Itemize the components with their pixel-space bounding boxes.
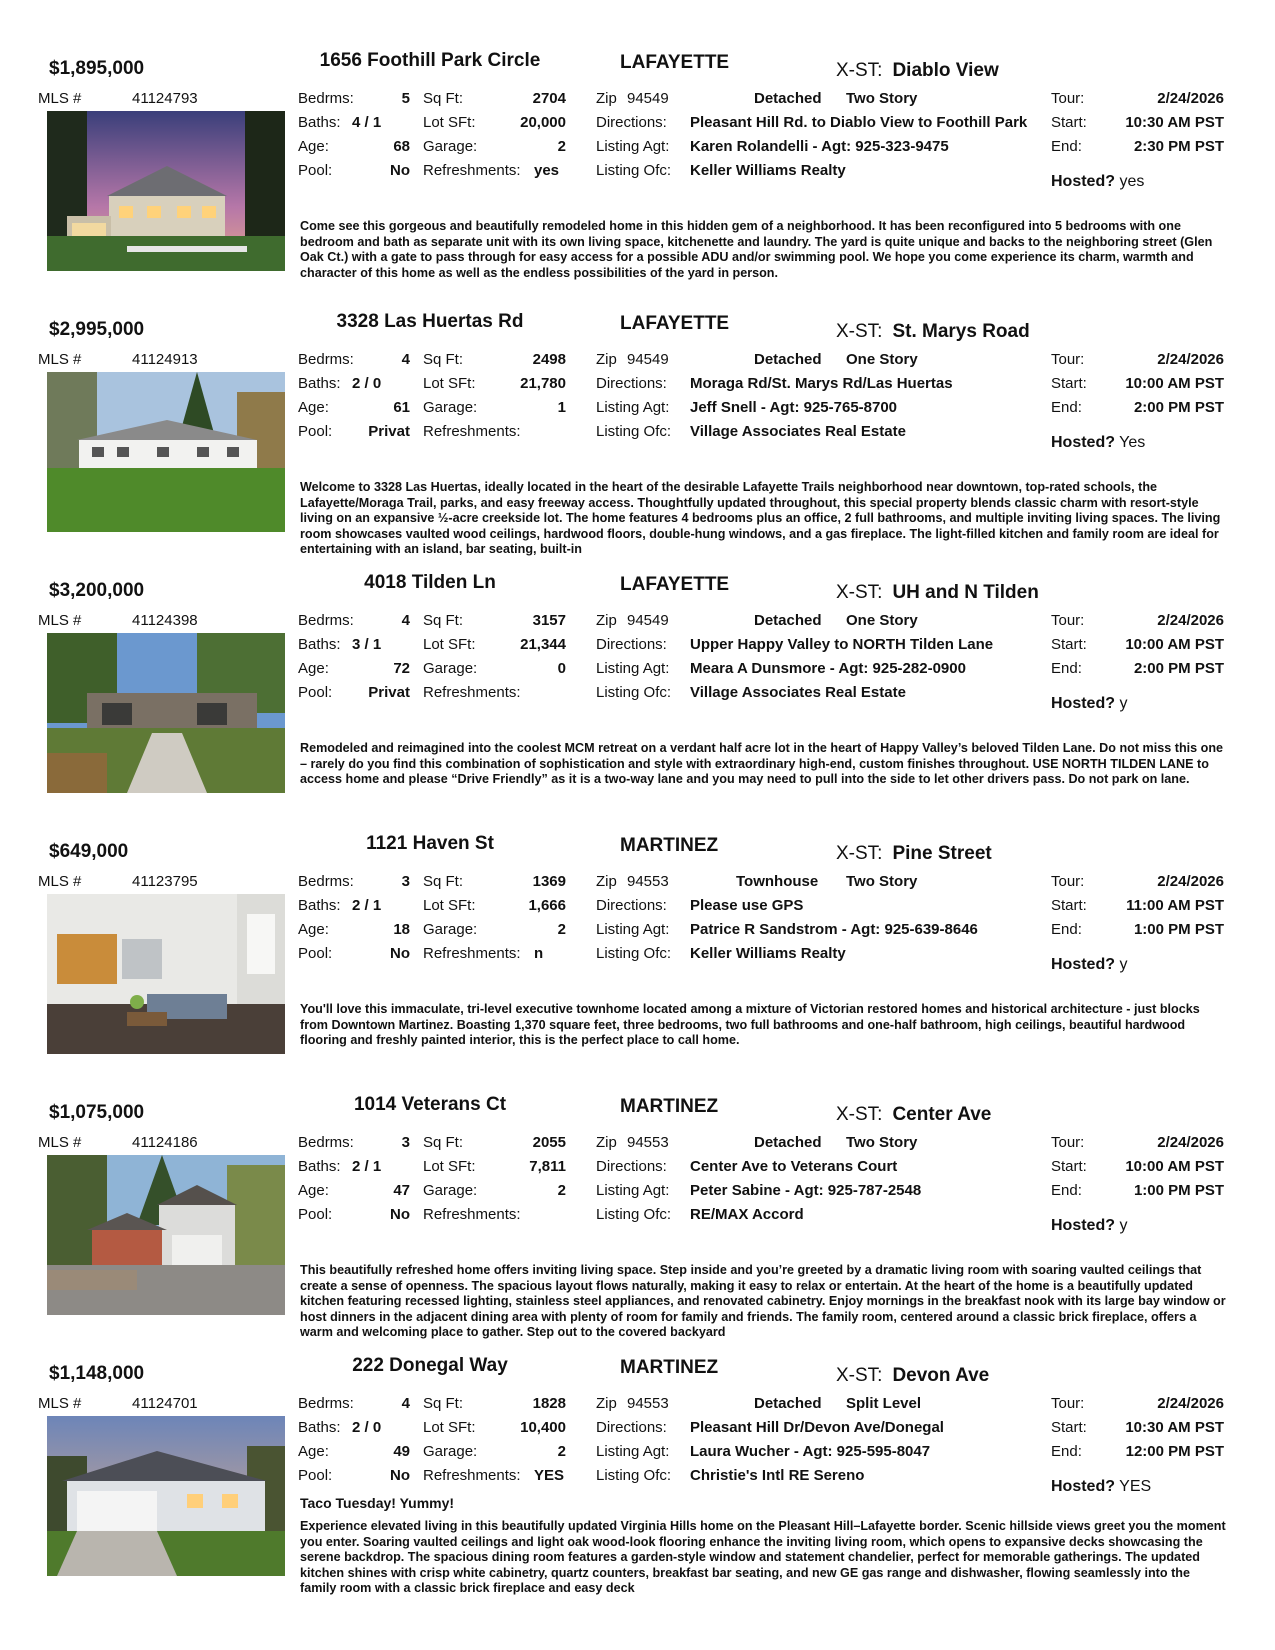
end-label: End: xyxy=(1051,138,1082,155)
sqft-label: Sq Ft: xyxy=(423,90,464,107)
lot-value: 7,811 xyxy=(529,1158,566,1175)
refreshments-value: yes xyxy=(534,162,560,179)
garage-label: Garage: xyxy=(423,1443,478,1460)
listing-photo xyxy=(47,1155,285,1315)
age-value: 61 xyxy=(393,399,410,416)
start-time: 10:00 AM PST xyxy=(1125,375,1224,392)
listing-price: $3,200,000 xyxy=(49,580,145,601)
agent-value: Jeff Snell - Agt: 925-765-8700 xyxy=(690,399,898,416)
garage-label: Garage: xyxy=(423,399,478,416)
directions-label: Directions: xyxy=(596,1158,667,1175)
zip-label: Zip xyxy=(596,612,617,629)
cross-street: X-ST: St. Marys Road xyxy=(836,321,1030,342)
listing-price: $649,000 xyxy=(49,841,129,862)
mls-number: 41124398 xyxy=(132,612,198,629)
listing-card xyxy=(0,1355,1275,1645)
lot-label: Lot SFt: xyxy=(423,375,476,392)
lot-value: 1,666 xyxy=(528,897,566,914)
garage-value: 0 xyxy=(557,660,566,677)
listing-card xyxy=(0,1094,1275,1352)
end-label: End: xyxy=(1051,921,1082,938)
age-value: 49 xyxy=(393,1443,410,1460)
listing-price: $1,895,000 xyxy=(49,58,145,79)
age-label: Age: xyxy=(298,1443,329,1460)
mls-number: 41124793 xyxy=(132,90,198,107)
bedrooms-value: 3 xyxy=(401,1134,410,1151)
listing-address: 1121 Haven St xyxy=(366,833,494,854)
agent-label: Listing Agt: xyxy=(596,921,670,938)
mls-number: 41124913 xyxy=(132,351,198,368)
zip-label: Zip xyxy=(596,873,617,890)
cross-street: X-ST: Pine Street xyxy=(836,843,992,864)
garage-value: 2 xyxy=(557,921,566,938)
listing-photo xyxy=(47,1416,285,1576)
listing-city: MARTINEZ xyxy=(620,1096,719,1117)
agent-label: Listing Agt: xyxy=(596,1182,670,1199)
agent-label: Listing Agt: xyxy=(596,660,670,677)
directions-value: Center Ave to Veterans Court xyxy=(690,1158,898,1175)
agent-value: Patrice R Sandstrom - Agt: 925-639-8646 xyxy=(690,921,978,938)
cross-street-value: Diablo View xyxy=(892,60,999,81)
pool-value: Privat xyxy=(368,423,410,440)
start-label: Start: xyxy=(1051,1419,1087,1436)
sqft-label: Sq Ft: xyxy=(423,612,464,629)
baths-value: 3 / 1 xyxy=(352,636,382,653)
start-time: 10:00 AM PST xyxy=(1125,1158,1224,1175)
zip-label: Zip xyxy=(596,1134,617,1151)
mls-label: MLS # xyxy=(38,1134,82,1151)
age-value: 68 xyxy=(393,138,410,155)
pool-label: Pool: xyxy=(298,1206,333,1223)
listing-description: You'll love this immaculate, tri-level executive townhome located among a mixture of Victorian restored homes and historical architecture - just blocks from Downtown Martinez. Boasting 1,370 square feet, three bedrooms, two full bathrooms and one-half bathroom, high ceilings, beautiful hardwood flooring and freshly painted interior, this is the perfect place to call home. xyxy=(300,1002,1200,1048)
bedrooms-value: 4 xyxy=(401,351,410,368)
mls-number: 41124701 xyxy=(132,1395,198,1412)
lot-value: 10,400 xyxy=(520,1419,566,1436)
end-time: 1:00 PM PST xyxy=(1133,1182,1224,1199)
directions-value: Pleasant Hill Rd. to Diablo View to Foothill Park xyxy=(690,114,1028,131)
listing-description: Remodeled and reimagined into the coolest MCM retreat on a verdant half acre lot in the heart of Happy Valley’s beloved Tilden Lane. Do not miss this one – rarely do you find this combination of sophistication and style with extraordinary high-end, custom finishes throughout. USE NORTH TILDEN LANE to access home and please “Drive Friendly” as it is a two-way lane and you may need to pull into the side to let other drivers pass. Do not park on lane. xyxy=(300,741,1224,787)
end-label: End: xyxy=(1051,660,1082,677)
mls-label: MLS # xyxy=(38,1395,82,1412)
agent-value: Laura Wucher - Agt: 925-595-8047 xyxy=(690,1443,931,1460)
bedrooms-label: Bedrms: xyxy=(298,351,354,368)
property-style: Split Level xyxy=(846,1395,922,1412)
agent-label: Listing Agt: xyxy=(596,1443,670,1460)
listing-price: $1,075,000 xyxy=(49,1102,145,1123)
listing-note: Taco Tuesday! Yummy! xyxy=(300,1495,455,1511)
cross-street: X-ST: Diablo View xyxy=(836,60,999,81)
cross-street-value: UH and N Tilden xyxy=(892,582,1039,603)
hosted-value: y xyxy=(1119,1217,1128,1234)
property-type: Townhouse xyxy=(736,873,819,890)
lot-value: 21,344 xyxy=(520,636,566,653)
sqft-value: 2498 xyxy=(532,351,566,368)
listing-description: Experience elevated living in this beautifully updated Virginia Hills home on the Pleasant Hill–Lafayette border. Scenic hillside views greet you the moment you enter. Soaring vaulted ceilings and light oak wood-look flooring enhance the inviting living room, which opens to expansive decks showcasing the serene backdrop. The spacious dining room features a garden-style window and statement chandelier, perfect for memorable gatherings. The updated kitchen shines with crisp white cabinetry, quartz counters, breakfast bar seating, and new GE gas range and dishwasher, flowing seamlessly into the family room with a classic brick fireplace and easy deck xyxy=(300,1519,1226,1596)
directions-value: Pleasant Hill Dr/Devon Ave/Donegal xyxy=(690,1419,944,1436)
cross-street-value: St. Marys Road xyxy=(892,321,1030,342)
garage-value: 2 xyxy=(557,1182,566,1199)
bedrooms-value: 4 xyxy=(401,1395,410,1412)
lot-label: Lot SFt: xyxy=(423,1419,476,1436)
pool-label: Pool: xyxy=(298,162,333,179)
lot-value: 21,780 xyxy=(520,375,566,392)
hosted-value: y xyxy=(1119,956,1128,973)
hosted-value: yes xyxy=(1119,173,1145,190)
office-value: Keller Williams Realty xyxy=(690,945,846,962)
sqft-label: Sq Ft: xyxy=(423,1395,464,1412)
baths-label: Baths: xyxy=(298,375,341,392)
hosted: Hosted? y xyxy=(1051,956,1128,973)
pool-value: No xyxy=(390,162,410,179)
refreshments-value: YES xyxy=(534,1467,565,1484)
baths-value: 2 / 1 xyxy=(352,1158,382,1175)
office-label: Listing Ofc: xyxy=(596,1467,672,1484)
hosted-value: YES xyxy=(1119,1478,1152,1495)
baths-label: Baths: xyxy=(298,636,341,653)
start-label: Start: xyxy=(1051,375,1087,392)
sqft-value: 3157 xyxy=(532,612,566,629)
tour-date: 2/24/2026 xyxy=(1157,351,1224,368)
start-label: Start: xyxy=(1051,897,1087,914)
pool-value: No xyxy=(390,1467,410,1484)
end-time: 2:00 PM PST xyxy=(1133,399,1224,416)
start-time: 10:30 AM PST xyxy=(1125,1419,1224,1436)
tour-label: Tour: xyxy=(1051,612,1085,629)
bedrooms-label: Bedrms: xyxy=(298,90,354,107)
baths-label: Baths: xyxy=(298,114,341,131)
age-label: Age: xyxy=(298,1182,329,1199)
cross-street-value: Center Ave xyxy=(892,1104,992,1125)
tour-label: Tour: xyxy=(1051,1134,1085,1151)
mls-label: MLS # xyxy=(38,351,82,368)
property-type: Detached xyxy=(754,351,822,368)
mls-number: 41123795 xyxy=(132,873,198,890)
age-label: Age: xyxy=(298,921,329,938)
listing-city: MARTINEZ xyxy=(620,1357,719,1378)
garage-value: 2 xyxy=(557,138,566,155)
age-label: Age: xyxy=(298,138,329,155)
directions-label: Directions: xyxy=(596,636,667,653)
listing-city: LAFAYETTE xyxy=(620,52,730,73)
listing-address: 3328 Las Huertas Rd xyxy=(336,311,524,332)
baths-label: Baths: xyxy=(298,1419,341,1436)
sqft-label: Sq Ft: xyxy=(423,873,464,890)
hosted: Hosted? yes xyxy=(1051,173,1145,190)
listing-city: LAFAYETTE xyxy=(620,574,730,595)
garage-label: Garage: xyxy=(423,1182,478,1199)
listing-card xyxy=(0,572,1275,830)
listing-photo xyxy=(47,372,285,532)
sqft-label: Sq Ft: xyxy=(423,351,464,368)
zip-value: 94553 xyxy=(627,1134,669,1151)
age-label: Age: xyxy=(298,399,329,416)
bedrooms-value: 5 xyxy=(401,90,410,107)
lot-label: Lot SFt: xyxy=(423,114,476,131)
lot-label: Lot SFt: xyxy=(423,1158,476,1175)
property-style: Two Story xyxy=(846,1134,918,1151)
sqft-value: 1828 xyxy=(532,1395,566,1412)
listing-card xyxy=(0,833,1275,1091)
property-type: Detached xyxy=(754,612,822,629)
baths-value: 2 / 0 xyxy=(352,375,382,392)
listing-city: MARTINEZ xyxy=(620,835,719,856)
bedrooms-value: 4 xyxy=(401,612,410,629)
mls-label: MLS # xyxy=(38,90,82,107)
tour-date: 2/24/2026 xyxy=(1157,90,1224,107)
refreshments-label: Refreshments: xyxy=(423,684,521,701)
tour-label: Tour: xyxy=(1051,1395,1085,1412)
zip-value: 94549 xyxy=(627,90,669,107)
zip-label: Zip xyxy=(596,1395,617,1412)
cross-street-value: Devon Ave xyxy=(892,1365,990,1386)
pool-label: Pool: xyxy=(298,423,333,440)
end-label: End: xyxy=(1051,1443,1082,1460)
agent-label: Listing Agt: xyxy=(596,399,670,416)
baths-value: 2 / 1 xyxy=(352,897,382,914)
pool-label: Pool: xyxy=(298,1467,333,1484)
directions-label: Directions: xyxy=(596,897,667,914)
bedrooms-label: Bedrms: xyxy=(298,1134,354,1151)
listing-description: This beautifully refreshed home offers inviting living space. Step inside and you’re greeted by a dramatic living room with soaring vaulted ceilings that create a sense of openness. The spacious layout flows naturally, making it easy to relax or entertain. At the heart of the home is a beautifully updated kitchen featuring recessed lighting, stainless steel appliances, and renovated cabinetry. Enjoy mornings in the breakfast nook with its large bay window or host dinners in the adjacent dining area with plenty of room for family and friends. The family room, centered around a classic brick fireplace, offers a warm and welcoming place to gather. Step out to the covered backyard xyxy=(300,1263,1226,1340)
zip-label: Zip xyxy=(596,351,617,368)
garage-label: Garage: xyxy=(423,921,478,938)
cross-street: X-ST: Center Ave xyxy=(836,1104,992,1125)
agent-value: Karen Rolandelli - Agt: 925-323-9475 xyxy=(690,138,949,155)
property-style: Two Story xyxy=(846,90,918,107)
sqft-label: Sq Ft: xyxy=(423,1134,464,1151)
listing-address: 1014 Veterans Ct xyxy=(353,1094,507,1115)
office-label: Listing Ofc: xyxy=(596,423,672,440)
refreshments-label: Refreshments: xyxy=(423,1467,521,1484)
listing-price: $1,148,000 xyxy=(49,1363,145,1384)
directions-label: Directions: xyxy=(596,1419,667,1436)
start-time: 10:00 AM PST xyxy=(1125,636,1224,653)
office-value: Christie's Intl RE Sereno xyxy=(690,1467,865,1484)
lot-label: Lot SFt: xyxy=(423,636,476,653)
end-time: 2:00 PM PST xyxy=(1133,660,1224,677)
tour-date: 2/24/2026 xyxy=(1157,1395,1224,1412)
directions-label: Directions: xyxy=(596,375,667,392)
refreshments-label: Refreshments: xyxy=(423,423,521,440)
start-time: 11:00 AM PST xyxy=(1126,897,1224,914)
refreshments-label: Refreshments: xyxy=(423,1206,521,1223)
listing-card xyxy=(0,311,1275,569)
mls-number: 41124186 xyxy=(132,1134,198,1151)
refreshments-value: n xyxy=(534,945,544,962)
property-style: Two Story xyxy=(846,873,918,890)
cross-street-value: Pine Street xyxy=(892,843,992,864)
tour-label: Tour: xyxy=(1051,873,1085,890)
hosted: Hosted? y xyxy=(1051,1217,1128,1234)
start-label: Start: xyxy=(1051,636,1087,653)
directions-value: Upper Happy Valley to NORTH Tilden Lane xyxy=(690,636,994,653)
end-label: End: xyxy=(1051,399,1082,416)
zip-value: 94553 xyxy=(627,1395,669,1412)
pool-label: Pool: xyxy=(298,684,333,701)
end-time: 1:00 PM PST xyxy=(1133,921,1224,938)
listing-address: 4018 Tilden Ln xyxy=(364,572,496,593)
mls-label: MLS # xyxy=(38,873,82,890)
zip-value: 94553 xyxy=(627,873,669,890)
end-time: 12:00 PM PST xyxy=(1125,1443,1224,1460)
listing-price: $2,995,000 xyxy=(49,319,145,340)
zip-value: 94549 xyxy=(627,351,669,368)
hosted-value: Yes xyxy=(1119,434,1146,451)
property-type: Detached xyxy=(754,1395,822,1412)
garage-value: 1 xyxy=(557,399,566,416)
end-time: 2:30 PM PST xyxy=(1133,138,1224,155)
start-label: Start: xyxy=(1051,1158,1087,1175)
age-value: 18 xyxy=(393,921,410,938)
listing-photo xyxy=(47,894,285,1054)
pool-value: No xyxy=(390,1206,410,1223)
pool-value: No xyxy=(390,945,410,962)
age-label: Age: xyxy=(298,660,329,677)
property-style: One Story xyxy=(846,612,918,629)
office-label: Listing Ofc: xyxy=(596,1206,672,1223)
tour-date: 2/24/2026 xyxy=(1157,873,1224,890)
baths-label: Baths: xyxy=(298,1158,341,1175)
tour-label: Tour: xyxy=(1051,90,1085,107)
office-label: Listing Ofc: xyxy=(596,162,672,179)
bedrooms-label: Bedrms: xyxy=(298,873,354,890)
hosted: Hosted? y xyxy=(1051,695,1128,712)
pool-value: Privat xyxy=(368,684,410,701)
start-label: Start: xyxy=(1051,114,1087,131)
listing-description: Come see this gorgeous and beautifully remodeled home in this hidden gem of a neighborhood. It has been reconfigured into 5 bedrooms with one bedroom and bath as separate unit with its own living space, kitchenette and laundry. The yard is quite unique and backs to the neighboring street (Glen Oak Ct.) with a gate to pass through for easy access for a possible ADU and/or swimming pool. We hope you come experience its charm, warmth and character of this home as well as the endless possibilities of the yard in person. xyxy=(300,219,1213,280)
bedrooms-label: Bedrms: xyxy=(298,612,354,629)
garage-label: Garage: xyxy=(423,660,478,677)
lot-value: 20,000 xyxy=(520,114,566,131)
cross-street: X-ST: UH and N Tilden xyxy=(836,582,1039,603)
agent-value: Meara A Dunsmore - Agt: 925-282-0900 xyxy=(690,660,966,677)
tour-label: Tour: xyxy=(1051,351,1085,368)
office-value: Village Associates Real Estate xyxy=(690,684,906,701)
zip-value: 94549 xyxy=(627,612,669,629)
age-value: 47 xyxy=(393,1182,410,1199)
zip-label: Zip xyxy=(596,90,617,107)
end-label: End: xyxy=(1051,1182,1082,1199)
listing-photo xyxy=(47,111,285,271)
directions-value: Please use GPS xyxy=(690,897,804,914)
sqft-value: 2704 xyxy=(532,90,566,107)
refreshments-label: Refreshments: xyxy=(423,945,521,962)
office-label: Listing Ofc: xyxy=(596,684,672,701)
office-label: Listing Ofc: xyxy=(596,945,672,962)
office-value: Village Associates Real Estate xyxy=(690,423,906,440)
sqft-value: 2055 xyxy=(532,1134,566,1151)
tour-date: 2/24/2026 xyxy=(1157,612,1224,629)
baths-value: 2 / 0 xyxy=(352,1419,382,1436)
listing-city: LAFAYETTE xyxy=(620,313,730,334)
cross-street: X-ST: Devon Ave xyxy=(836,1365,990,1386)
refreshments-label: Refreshments: xyxy=(423,162,521,179)
property-style: One Story xyxy=(846,351,918,368)
listing-address: 1656 Foothill Park Circle xyxy=(319,50,541,71)
office-value: Keller Williams Realty xyxy=(690,162,846,179)
listing-description: Welcome to 3328 Las Huertas, ideally located in the heart of the desirable Lafayette Trails neighborhood near downtown, top-rated schools, the Lafayette/Moraga Trail, parks, and easy freeway access. Thoughtfully updated throughout, this special property blends classic charm with resort-style living on an expansive ½-acre creekside lot. The home features 4 bedrooms plus an office, 2 full bathrooms, and multiple inviting living spaces. The living room showcases vaulted wood ceilings, hardwood floors, double-hung windows, and a gas fireplace. The light-filled kitchen and family room are ideal for entertaining with an island, bar seating, built-in xyxy=(300,480,1221,557)
pool-label: Pool: xyxy=(298,945,333,962)
listing-card xyxy=(0,50,1275,308)
start-time: 10:30 AM PST xyxy=(1125,114,1224,131)
hosted: Hosted? YES xyxy=(1051,1478,1152,1495)
office-value: RE/MAX Accord xyxy=(690,1206,804,1223)
agent-value: Peter Sabine - Agt: 925-787-2548 xyxy=(690,1182,922,1199)
directions-value: Moraga Rd/St. Marys Rd/Las Huertas xyxy=(690,375,953,392)
bedrooms-value: 3 xyxy=(401,873,410,890)
garage-value: 2 xyxy=(557,1443,566,1460)
baths-value: 4 / 1 xyxy=(352,114,382,131)
hosted-value: y xyxy=(1119,695,1128,712)
listing-photo xyxy=(47,633,285,793)
listing-address: 222 Donegal Way xyxy=(352,1355,508,1376)
property-type: Detached xyxy=(754,1134,822,1151)
mls-label: MLS # xyxy=(38,612,82,629)
hosted: Hosted? Yes xyxy=(1051,434,1146,451)
bedrooms-label: Bedrms: xyxy=(298,1395,354,1412)
garage-label: Garage: xyxy=(423,138,478,155)
agent-label: Listing Agt: xyxy=(596,138,670,155)
tour-date: 2/24/2026 xyxy=(1157,1134,1224,1151)
directions-label: Directions: xyxy=(596,114,667,131)
sqft-value: 1369 xyxy=(532,873,566,890)
age-value: 72 xyxy=(393,660,410,677)
property-type: Detached xyxy=(754,90,822,107)
lot-label: Lot SFt: xyxy=(423,897,476,914)
baths-label: Baths: xyxy=(298,897,341,914)
